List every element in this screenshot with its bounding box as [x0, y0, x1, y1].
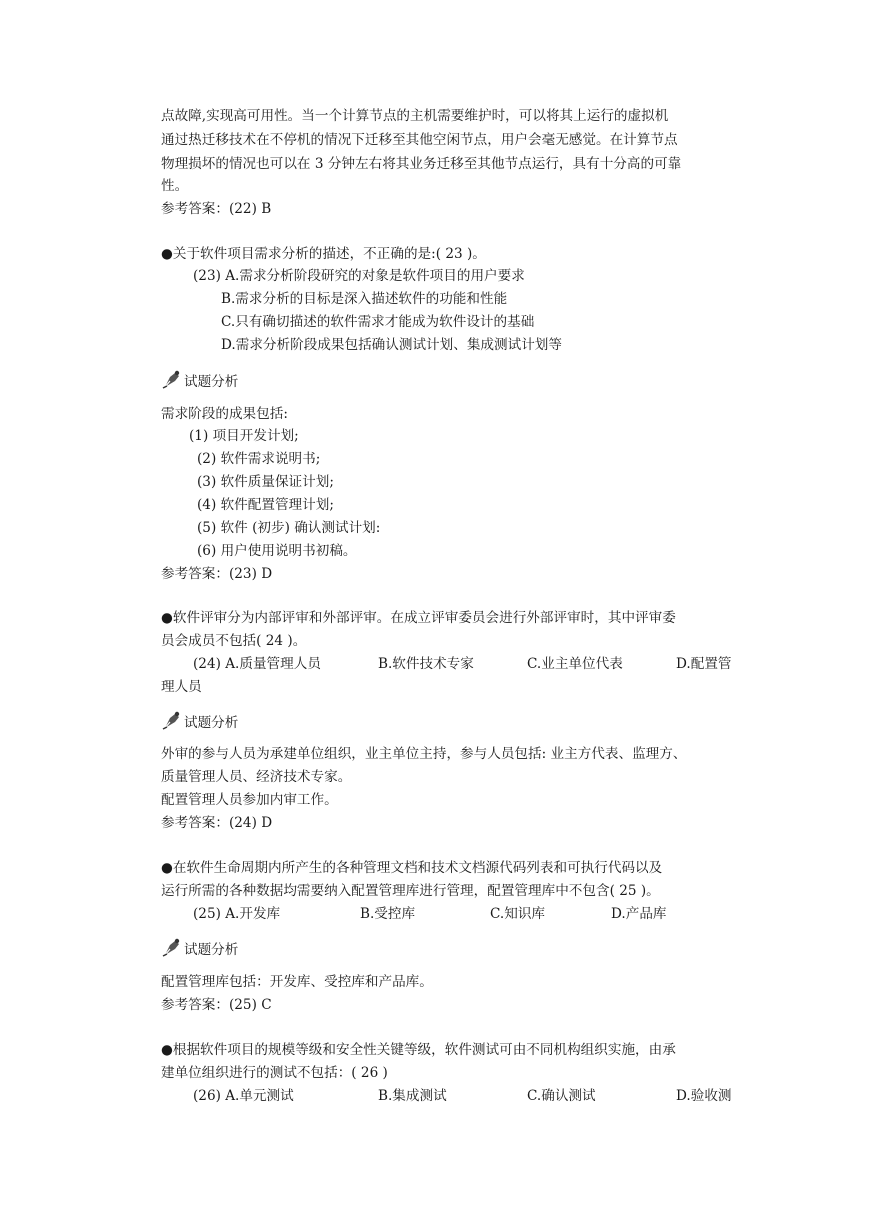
pen-nib-icon	[161, 709, 183, 731]
analysis-label: 试题分析	[184, 374, 239, 390]
analysis-label: 试题分析	[184, 715, 239, 731]
question-26-option-d: D.验收测	[676, 1088, 732, 1104]
question-25-option-b: B.受控库	[360, 906, 416, 922]
answer-23: 参考答案：(23) D	[161, 566, 273, 582]
question-23-stem: ●关于软件项目需求分析的描述，不正确的是:( 23 )。	[161, 246, 486, 262]
question-26-option-a: (26) A.单元测试	[193, 1088, 294, 1104]
question-25-stem: 运行所需的各种数据均需要纳入配置管理库进行管理，配置管理库中不包含( 25 )。	[161, 883, 660, 899]
question-23-option-b: B.需求分析的目标是深入描述软件的功能和性能	[221, 291, 508, 307]
pen-nib-icon	[161, 936, 183, 958]
analysis-heading	[161, 936, 238, 960]
question-23-option-d: D.需求分析阶段成果包括确认测试计划、集成测试计划等	[221, 337, 562, 353]
analysis-text: 配置管理库包括：开发库、受控库和产品库。	[161, 974, 433, 990]
question-26-option-c: C.确认测试	[527, 1088, 596, 1104]
analysis-label: 试题分析	[184, 942, 239, 958]
analysis-list-item: (2) 软件需求说明书;	[197, 451, 321, 467]
question-25-stem: ●在软件生命周期内所产生的各种管理文档和技术文档源代码列表和可执行代码以及	[161, 860, 663, 876]
question-24-option-a: (24) A.质量管理人员	[193, 656, 321, 672]
analysis-list-item: (1) 项目开发计划;	[189, 428, 299, 444]
question-25-option-c: C.知识库	[490, 906, 546, 922]
pen-nib-icon	[161, 368, 183, 390]
answer-22: 参考答案：(22) B	[161, 201, 272, 217]
question-26-stem: 建单位组织进行的测试不包括：( 26 )	[161, 1065, 388, 1081]
analysis-list-item: (4) 软件配置管理计划;	[197, 497, 334, 513]
analysis-text: 配置管理人员参加内审工作。	[161, 792, 338, 808]
analysis-heading	[161, 368, 238, 392]
question-26-option-b: B.集成测试	[378, 1088, 447, 1104]
answer-25: 参考答案：(25) C	[161, 997, 272, 1013]
intro-line: 性。	[161, 178, 189, 194]
analysis-text: 需求阶段的成果包括:	[161, 406, 288, 422]
question-23-option-a: (23) A.需求分析阶段研究的对象是软件项目的用户要求	[193, 268, 525, 284]
question-24-stem: ●软件评审分为内部评审和外部评审。在成立评审委员会进行外部评审时，其中评审委	[161, 610, 676, 626]
analysis-heading	[161, 709, 238, 733]
question-24-option-d: D.配置管	[676, 656, 732, 672]
analysis-text: 外审的参与人员为承建单位组织，业主单位主持，参与人员包括: 业主方代表、监理方、	[161, 746, 687, 762]
question-24-option-c: C.业主单位代表	[527, 656, 623, 672]
question-26-stem: ●根据软件项目的规模等级和安全性关键等级，软件测试可由不同机构组织实施，由承	[161, 1042, 676, 1058]
analysis-list-item: (6) 用户使用说明书初稿。	[197, 543, 357, 559]
intro-line: 物理损坏的情况也可以在 3 分钟左右将其业务迁移至其他节点运行，具有十分高的可靠	[161, 156, 682, 172]
question-23-option-c: C.只有确切描述的软件需求才能成为软件设计的基础	[221, 314, 535, 330]
answer-24: 参考答案：(24) D	[161, 815, 273, 831]
analysis-list-item: (5) 软件 (初步) 确认测试计划:	[197, 520, 381, 536]
question-24-stem: 员会成员不包括( 24 )。	[161, 633, 307, 649]
question-25-option-d: D.产品库	[611, 906, 667, 922]
question-25-option-a: (25) A.开发库	[193, 906, 281, 922]
analysis-list-item: (3) 软件质量保证计划;	[197, 474, 334, 490]
intro-line: 通过热迁移技术在不停机的情况下迁移至其他空闲节点，用户会毫无感觉。在计算节点	[161, 132, 678, 148]
question-24-option-d-wrap: 理人员	[161, 679, 202, 695]
analysis-text: 质量管理人员、经济技术专家。	[161, 769, 352, 785]
question-24-option-b: B.软件技术专家	[378, 656, 474, 672]
intro-line: 点故障,实现高可用性。当一个计算节点的主机需要维护时，可以将其上运行的虚拟机	[161, 108, 669, 124]
